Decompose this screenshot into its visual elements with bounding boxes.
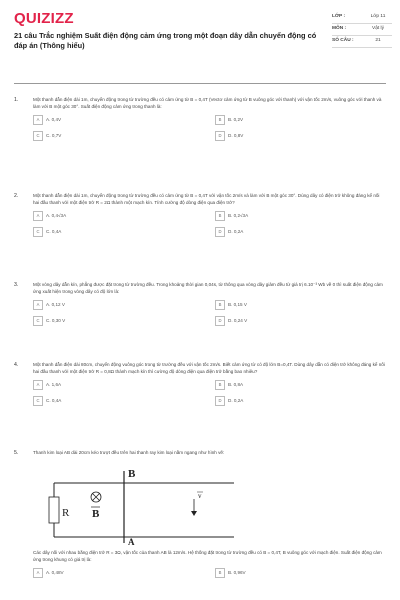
option-b[interactable]	[215, 300, 385, 310]
option-letter-box: B	[215, 568, 225, 578]
option-letter-box: D	[215, 131, 225, 141]
resistor	[49, 497, 59, 523]
option-text: B. 0,96V	[228, 570, 246, 576]
option-letter-box: A	[33, 300, 43, 310]
meta-row-count	[332, 36, 392, 48]
option-c[interactable]	[33, 396, 215, 406]
answer-options	[33, 300, 386, 326]
meta-value: Vật lý	[372, 26, 384, 31]
option-text: A. 0,4√3A	[46, 212, 67, 218]
question-number: 1.	[14, 97, 19, 103]
option-letter-box: B	[215, 211, 225, 221]
option-text: C. 0,7V	[46, 132, 62, 138]
option-text: C. 0,4A	[46, 228, 62, 234]
quizizz-logo: QUIZIZZ	[14, 10, 74, 27]
option-d[interactable]	[215, 316, 385, 326]
meta-label: MÔN :	[332, 26, 347, 31]
option-a[interactable]	[33, 115, 215, 125]
question-number: 5.	[14, 450, 19, 456]
option-text: B. 0,15 V	[228, 301, 247, 307]
option-d[interactable]	[215, 131, 385, 141]
question-text: Thanh kim loại AB dài 20cm kéo trượt đều trên hai thanh ray kim loại nằm ngang như hình vẽ:	[33, 450, 225, 455]
answer-options	[33, 568, 386, 578]
meta-label: SỐ CÂU :	[332, 38, 354, 43]
field-label: B	[92, 507, 100, 520]
option-letter-box: C	[33, 227, 43, 237]
question-text: Một vòng dây dẫn kín, phẳng được đặt trong từ trường đều. Trong khoảng thời gian 0,04s, từ thông qua vòng dây giảm đều từ giá trị 6.10⁻³ Wb về 0 thì suất điện động cảm ứng xuất hiện trong vòng dây có độ lớn là:	[33, 282, 383, 294]
question-text: Một thanh dẫn điện dài 1m, chuyển động trong từ trường đều có cảm ứng từ B = 0,4T (Vectơ cảm ứng từ B vuông góc với thanh) với vận tốc 2m/s, vuông góc với thanh và làm với B một góc 30°. Suất điện động cảm ứng trong thanh là:	[33, 97, 382, 109]
question-2	[14, 193, 386, 237]
option-text: A. 0,4V	[46, 116, 62, 122]
velocity-arrowhead	[191, 511, 197, 516]
option-a[interactable]	[33, 211, 215, 221]
document-title: 21 câu Trắc nghiệm Suất điện động cảm ứng trong một đoạn dây dẫn chuyển động có đáp án (Thông hiểu)	[14, 31, 317, 50]
option-b[interactable]	[215, 211, 385, 221]
option-letter-box: A	[33, 211, 43, 221]
question-1	[14, 97, 386, 141]
option-text: A. 1,6A	[46, 381, 62, 387]
endpoint-a-label: A	[128, 536, 135, 545]
option-text: A. 0,12 V	[46, 301, 65, 307]
option-text: B. 0,8A	[228, 381, 244, 387]
question-text: Một thanh dẫn điện dài 1m, chuyển động trong từ trường đều có cảm ứng từ B = 0,4T với vận tốc 2m/s và làm với B một góc 30°. Dùng dây có điện trở không đáng kể nối hai đầu thanh với một điện trở R = 2Ω thành một mạch kín. Tính cường độ dòng điện qua điện trở?	[33, 193, 380, 205]
answer-options	[33, 115, 386, 141]
question-4	[14, 362, 386, 406]
option-text: D. 0,8V	[228, 132, 244, 138]
option-letter-box: A	[33, 115, 43, 125]
option-d[interactable]	[215, 396, 385, 406]
option-letter-box: C	[33, 396, 43, 406]
option-letter-box: B	[215, 300, 225, 310]
option-b[interactable]	[215, 380, 385, 390]
question-text-continued: Các dây nối với nhau bằng điện trở R = 3Ω, vận tốc của thanh AB là 12m/s. Hệ thống đặt trong từ trường đều có B = 0,4T, B vuông góc với mạch điện. Suất điện động cảm ứng trong khung có giá trị là:	[33, 550, 382, 562]
option-d[interactable]	[215, 227, 385, 237]
meta-row-class	[332, 12, 392, 24]
option-a[interactable]	[33, 300, 215, 310]
option-text: D. 0,2A	[228, 228, 244, 234]
option-text: B. 0,2V	[228, 116, 244, 122]
option-text: D. 0,24 V	[228, 317, 248, 323]
option-letter-box: C	[33, 316, 43, 326]
option-letter-box: A	[33, 380, 43, 390]
meta-info-panel	[332, 12, 392, 48]
option-a[interactable]	[33, 380, 215, 390]
option-b[interactable]	[215, 115, 385, 125]
option-letter-box: C	[33, 131, 43, 141]
meta-value: Lớp 11	[370, 14, 386, 19]
question-5	[14, 450, 386, 578]
meta-row-subject	[332, 24, 392, 36]
option-letter-box: B	[215, 380, 225, 390]
option-b[interactable]	[215, 568, 385, 578]
meta-value: 21	[375, 38, 381, 43]
option-text: A. 0,48V	[46, 570, 64, 576]
option-letter-box: D	[215, 227, 225, 237]
option-letter-box: A	[33, 568, 43, 578]
option-c[interactable]	[33, 227, 215, 237]
option-text: C. 0,30 V	[46, 317, 66, 323]
option-c[interactable]	[33, 316, 215, 326]
option-text: D. 0,2A	[228, 397, 244, 403]
option-text: C. 0,4A	[46, 397, 62, 403]
question-number: 3.	[14, 282, 19, 288]
header-divider	[14, 83, 386, 84]
option-text: B. 0,2√3A	[228, 212, 249, 218]
velocity-label: v	[198, 491, 202, 500]
answer-options	[33, 211, 386, 237]
option-letter-box: B	[215, 115, 225, 125]
resistor-label: R	[62, 506, 70, 519]
question-text: Một thanh dẫn điện dài 80cm, chuyển động vuông góc trong từ trường đều với vận tốc 2m/s. Biết cảm ứng từ có độ lớn B=0,4T. Dùng dây dẫn có điện trở không đáng kể nối hai đầu thanh với một điện trở R = 0,8Ω thành mạch kín thì cường độ dòng điện qua điện trở bằng bao nhiêu?	[33, 362, 385, 374]
answer-options	[33, 380, 386, 406]
option-letter-box: D	[215, 316, 225, 326]
endpoint-b-label: B	[128, 467, 136, 480]
meta-label: LỚP :	[332, 14, 346, 19]
circuit-diagram	[44, 461, 244, 545]
option-c[interactable]	[33, 131, 215, 141]
question-3	[14, 282, 386, 326]
option-letter-box: D	[215, 396, 225, 406]
option-a[interactable]	[33, 568, 215, 578]
question-number: 4.	[14, 362, 19, 368]
question-number: 2.	[14, 193, 19, 199]
circuit-figure	[44, 461, 386, 548]
